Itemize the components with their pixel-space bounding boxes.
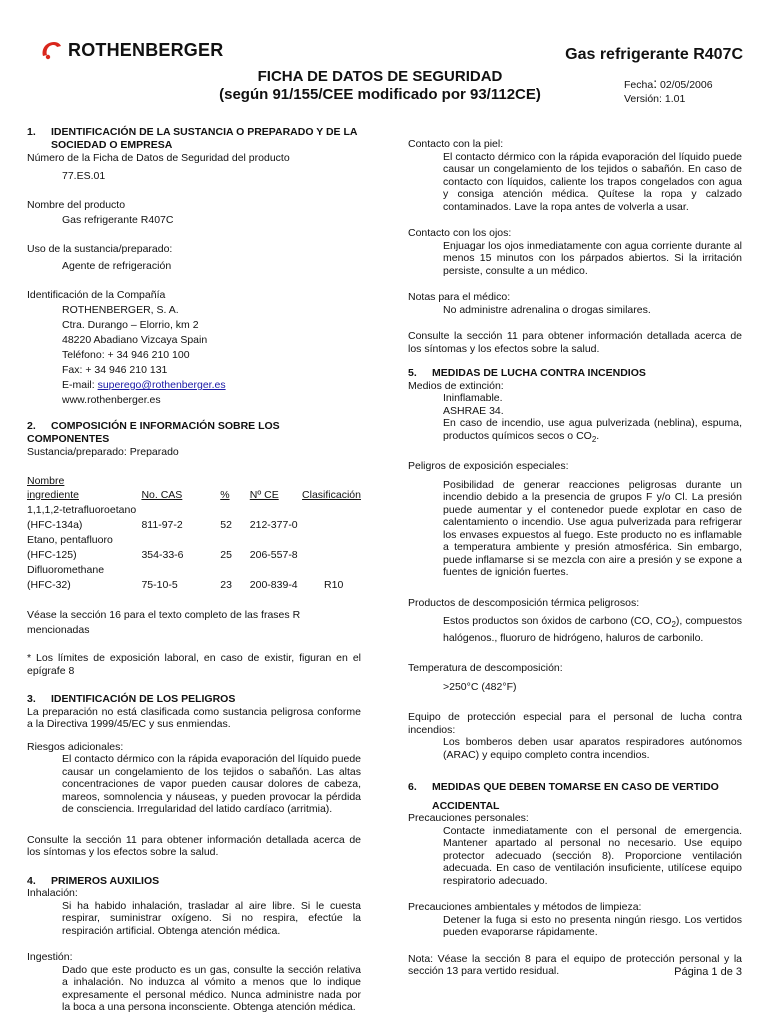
table-row <box>27 579 361 594</box>
compania-line: 48220 Abadiano Vizcaya Spain <box>62 334 208 346</box>
ojos-text: Enjuagar los ojos inmediatamente con agua corriente durante al menos 15 minutos con los párpados abiertos. Si la irritación persiste, consulte a un médico. <box>443 239 742 277</box>
table-cell: 75-10-5 <box>141 579 178 591</box>
peligros-label: Peligros de exposición especiales: <box>408 460 569 473</box>
col-header: Clasificación <box>302 489 361 501</box>
compania-line: Teléfono: + 34 946 210 100 <box>62 349 190 361</box>
section-number: 5. <box>408 367 417 379</box>
table-cell: 1,1,1,2-tetrafluoroetano <box>27 504 137 516</box>
table-cell: (HFC-125) <box>27 549 77 561</box>
email-label: E-mail: <box>62 379 98 391</box>
ingestion-text: Dado que este producto es un gas, consulte la sección relativa a inhalación. No induzca al vómito a menos que lo indique expresamente el personal médico. Nunca administre nada por la boca a una persona inconsciente. Obtenga atención médica. <box>62 963 361 1013</box>
subscript: 2 <box>671 620 676 630</box>
compania-line: Ctra. Durango – Elorrio, km 2 <box>62 319 199 331</box>
composition-table <box>27 489 361 594</box>
product-title: Gas refrigerante R407C <box>565 46 743 63</box>
section-4-heading <box>27 875 361 888</box>
table-cell: 811-97-2 <box>141 519 183 531</box>
section-3-heading <box>27 693 361 706</box>
riesgos-label: Riesgos adicionales: <box>27 740 124 753</box>
precauciones-text: Contacte inmediatamente con el personal de emergencia. Mantener apartado al personal no necesario. Use equipo protector adecuado (sección 8). Proporcione ventilación adecuada. En caso de ventilación insuficiente, utilícese equipo respiratorio adecuado. <box>443 824 742 887</box>
productos-text <box>408 615 742 644</box>
medios-end: . <box>596 429 600 442</box>
section-number: 1. <box>27 126 36 138</box>
table-cell: 212-377-0 <box>249 519 298 531</box>
sustancia-line: Sustancia/preparado: Preparado <box>27 446 179 458</box>
table-cell: Difluoromethane <box>27 564 105 576</box>
section-3-intro: La preparación no está clasificada como sustancia peligrosa conforme a la Directiva 1999/45/EC y sus enmiendas. <box>27 705 361 730</box>
notas-label: Notas para el médico: <box>408 291 511 303</box>
right-column <box>408 138 742 978</box>
table-cell: Etano, pentafluoro <box>27 534 113 546</box>
medios-label: Medios de extinción: <box>408 379 504 392</box>
table-cell: 52 <box>220 519 232 531</box>
section-title-cont: ACCIDENTAL <box>432 799 500 812</box>
table-cell: (HFC-32) <box>27 579 71 591</box>
riesgos-text: El contacto dérmico con la rápida evaporación del líquido puede causar un congelamiento de los tejidos o sabañón. Las altas concentraciones de vapor pueden causar dolores de cabeza, mareos, somnolencia y náuseas, y pueden provocar la pérdida de consciencia. Irregularidad del latido cardíaco (arritmia). <box>62 753 361 815</box>
section-title: IDENTIFICACIÓN DE LOS PELIGROS <box>51 693 236 705</box>
col-header: No. CAS <box>141 489 183 501</box>
ingestion-label: Ingestión: <box>27 951 73 963</box>
table-header-row <box>27 489 361 504</box>
left-column <box>27 124 361 1014</box>
table-cell: R10 <box>324 579 344 591</box>
section-5-heading <box>408 367 742 380</box>
brand-name: ROTHENBERGER <box>68 39 224 60</box>
page-number: Página 1 de 3 <box>674 966 742 978</box>
fecha-label: Fecha <box>624 79 654 91</box>
nombre-value: Gas refrigerante R407C <box>62 214 174 226</box>
web-line: www.rothenberger.es <box>62 394 161 406</box>
fecha-line: Fecha: 02/05/2006 <box>624 75 713 91</box>
precauciones-label: Precauciones personales: <box>408 812 529 825</box>
section-3-consulte: Consulte la sección 11 para obtener información detallada acerca de los síntomas y los efectos sobre la salud. <box>27 833 361 858</box>
section-2-heading <box>27 420 361 445</box>
productos-a: Estos productos son óxidos de carbono (CO, CO <box>443 615 672 628</box>
table-row <box>27 549 361 564</box>
fecha-value: 02/05/2006 <box>660 79 713 91</box>
medios-line <box>408 417 742 446</box>
ambientales-text: Detener la fuga si esto no presenta ningún riesgo. Los vertidos pueden evaporarse rápidamente. <box>443 913 742 939</box>
ojos-label: Contacto con los ojos: <box>408 227 512 239</box>
ficha-label: Número de la Ficha de Datos de Seguridad del producto <box>27 152 290 164</box>
document-title <box>150 68 610 104</box>
table-cell: (HFC-134a) <box>27 519 83 531</box>
section-number: 6. <box>408 781 417 794</box>
equipo-label: Equipo de protección especial para el personal de lucha contra incendios: <box>408 711 742 736</box>
medios-text: En caso de incendio, use agua pulverizada (neblina), espuma, productos químicos secos o CO <box>443 417 742 442</box>
medios-line: Ininflamable. <box>443 392 503 404</box>
section-title: MEDIDAS QUE DEBEN TOMARSE EN CASO DE VERTIDO <box>432 781 719 794</box>
nombre-header: Nombre <box>27 475 65 487</box>
table-row <box>27 519 361 534</box>
peligros-text: Posibilidad de generar reacciones peligrosas durante un incendio debido a la presencia de grupos F y/o Cl. La presión puede aumentar y el contenedor puede explotar en caso de calentamiento o incendio. Use agua pulverizada para refrigerar los envases expuestos al fuego. Este producto no es inflamable a temperatura ambiente y presión atmosférica. Sin embargo, puede inflamarse si se mezcla con aire a presión y se expone a fuentes de ignición fuertes. <box>443 478 742 579</box>
rothenberger-logo-icon <box>40 40 62 60</box>
email-link[interactable]: superego@rothenberger.es <box>97 379 226 391</box>
col-header: % <box>220 489 230 501</box>
section-4-consulte: Consulte la sección 11 para obtener información detallada acerca de los síntomas y los efectos sobre la salud. <box>408 330 742 355</box>
temp-label: Temperatura de descomposición: <box>408 662 563 675</box>
section-title: MEDIDAS DE LUCHA CONTRA INCENDIOS <box>432 367 646 379</box>
table-cell: 23 <box>220 579 232 591</box>
table-row <box>27 534 361 549</box>
title-line-2: (según 91/155/CEE modificado por 93/112CE) <box>219 86 541 103</box>
col-header: Nº CE <box>249 489 279 501</box>
table-cell: 25 <box>220 549 232 561</box>
note-limites: * Los límites de exposición laboral, en caso de existir, figuran en el epígrafe 8 <box>27 652 361 677</box>
brand-logo <box>40 38 223 62</box>
ambientales-label: Precauciones ambientales y métodos de limpieza: <box>408 901 642 914</box>
uso-label: Uso de la sustancia/preparado: <box>27 243 173 255</box>
section-number: 2. <box>27 420 36 432</box>
nombre-label: Nombre del producto <box>27 199 126 211</box>
table-cell <box>302 549 361 564</box>
table-cell: 354-33-6 <box>141 549 184 561</box>
section-title: PRIMEROS AUXILIOS <box>51 874 160 887</box>
section-6-heading <box>408 781 742 812</box>
inhalacion-label: Inhalación: <box>27 887 78 899</box>
section-number: 3. <box>27 693 36 705</box>
compania-line: Fax: + 34 946 210 131 <box>62 364 168 376</box>
section-title: COMPOSICIÓN E INFORMACIÓN SOBRE LOS COMPONENTES <box>27 420 280 445</box>
piel-text: El contacto dérmico con la rápida evaporación del líquido puede causar un congelamiento de los tejidos o sabañón. En caso de contacto con líquidos, caliente los trapos congelados con agua y consiga atención médica. Quítese la ropa y calzado contaminados. Lave la ropa antes de volverla a usar. <box>443 150 742 213</box>
ficha-value: 77.ES.01 <box>62 170 106 182</box>
piel-label: Contacto con la piel: <box>408 138 504 150</box>
notas-text: No administre adrenalina o drogas similares. <box>443 303 651 316</box>
section-title-cont: SOCIEDAD O EMPRESA <box>51 138 173 151</box>
inhalacion-text: Si ha habido inhalación, trasladar al aire libre. Si le cuesta respirar, suministrar oxígeno. Si no respira, efectúe la respiración artificial. Obtenga atención médica. <box>62 899 361 937</box>
medios-line: ASHRAE 34. <box>443 404 504 417</box>
title-line-1: FICHA DE DATOS DE SEGURIDAD <box>257 68 503 85</box>
section-1-heading <box>27 126 361 151</box>
productos-label: Productos de descomposición térmica peligrosos: <box>408 596 640 609</box>
table-cell: 200-839-4 <box>249 579 298 591</box>
temp-value: >250°C (482°F) <box>443 680 517 693</box>
section-title: IDENTIFICACIÓN DE LA SUSTANCIA O PREPARADO Y DE LA <box>51 126 358 138</box>
document-meta <box>624 76 713 106</box>
compania-label: Identificación de la Compañía <box>27 289 166 301</box>
table-cell: 206-557-8 <box>249 549 298 561</box>
section-6-nota: Nota: Véase la sección 8 para el equipo de protección personal y la sección 13 para vertido residual. <box>408 952 742 978</box>
section-number: 4. <box>27 874 36 887</box>
productos-b: ), compuestos halógenos., fluoruro de hidrógeno, haluros de carbonilo. <box>443 615 742 644</box>
table-row <box>27 564 361 579</box>
table-cell <box>302 519 361 534</box>
note-frases-r: Véase la sección 16 para el texto completo de las frases R mencionadas <box>27 609 301 636</box>
equipo-text: Los bomberos deben usar aparatos respiradores autónomos (ARAC) y equipo completo contra incendios. <box>443 736 742 761</box>
table-row <box>27 504 361 519</box>
subscript: 2 <box>591 434 597 444</box>
version: Versión: 1.01 <box>624 93 686 105</box>
col-header: ingrediente <box>27 489 79 501</box>
email-line <box>27 378 361 393</box>
compania-line: ROTHENBERGER, S. A. <box>62 304 179 316</box>
uso-value: Agente de refrigeración <box>62 260 172 272</box>
